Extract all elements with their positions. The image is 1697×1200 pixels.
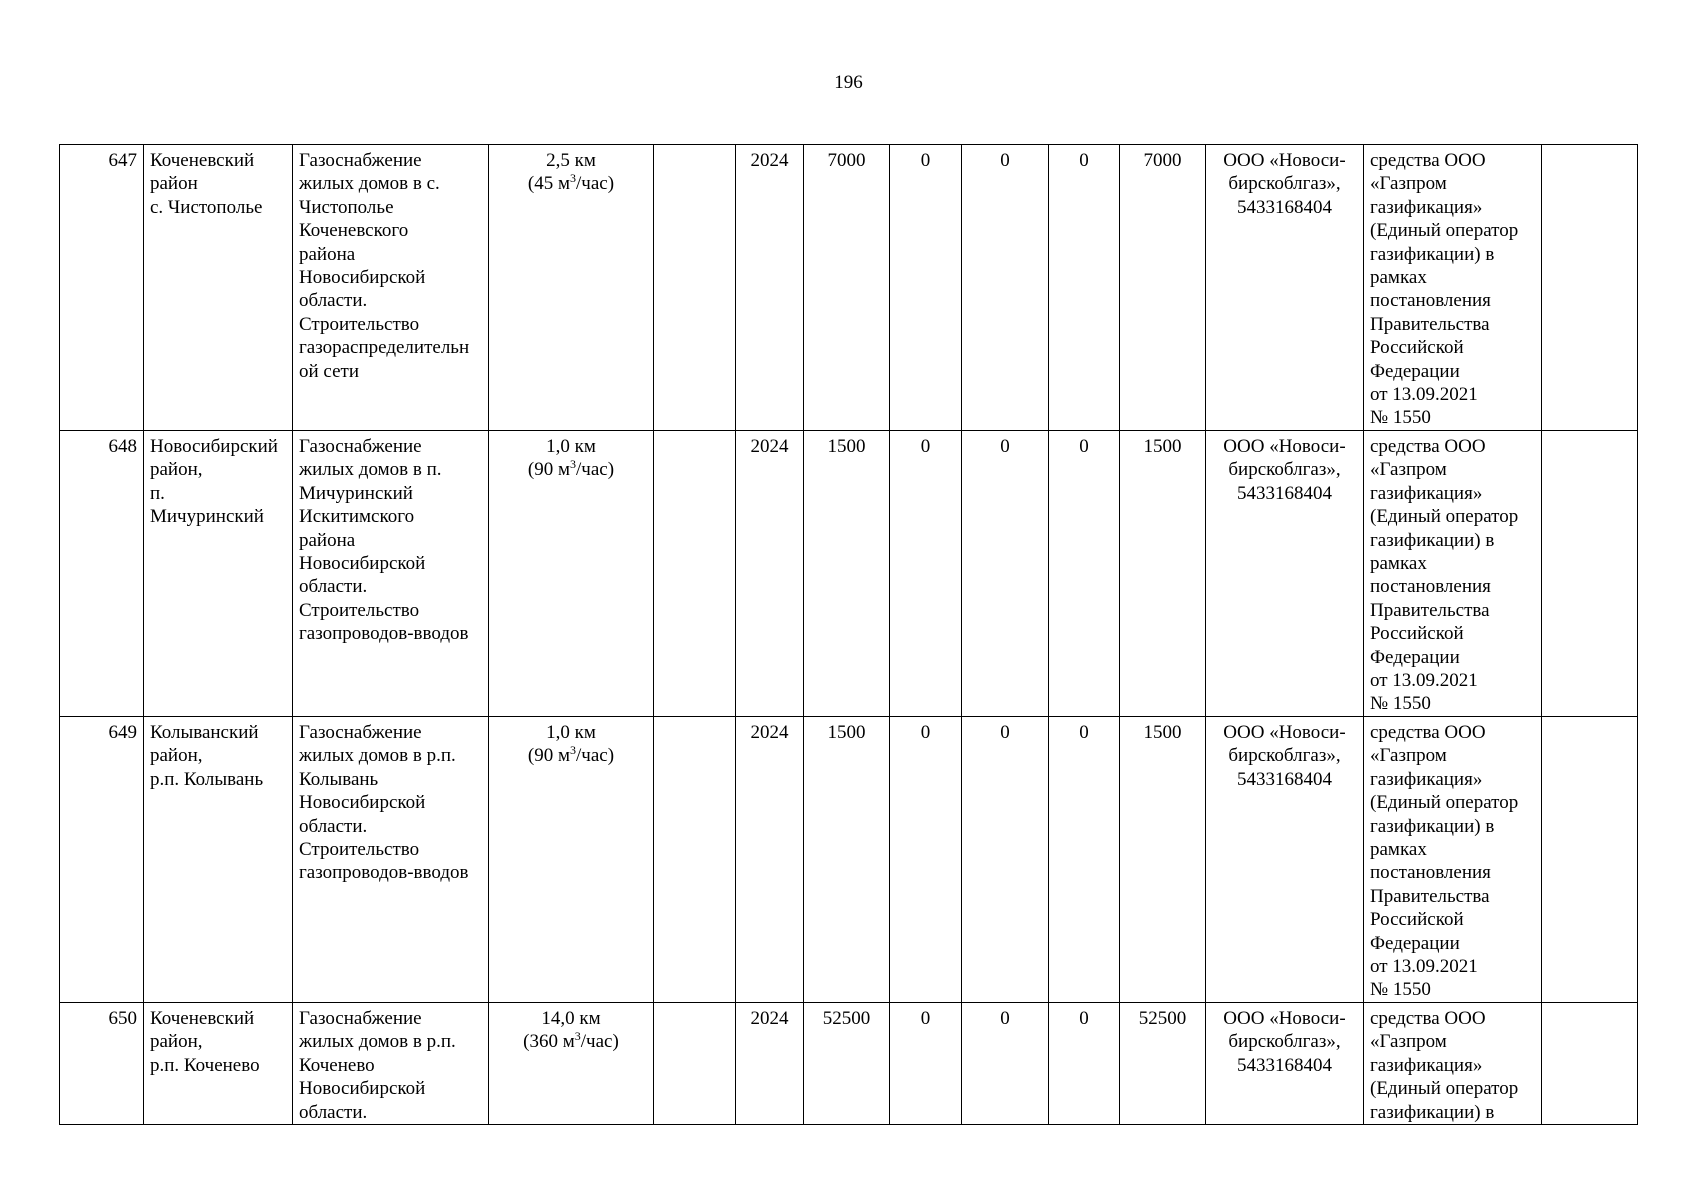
organization-cell-line: ООО «Новоси-: [1223, 1008, 1346, 1029]
organization-cell-line: бирскоблгаз»,: [1228, 1031, 1341, 1053]
amount-cell: 0: [1049, 431, 1120, 717]
funding-source-cell-line: рамках: [1370, 267, 1427, 289]
row-number-cell: 648: [60, 431, 144, 717]
organization-cell: [1206, 1003, 1364, 1125]
location-cell-line: Коченевский: [150, 1008, 255, 1029]
description-cell-line: газораспределительн: [299, 337, 470, 359]
note-cell: [1542, 145, 1638, 431]
funding-source-cell-line: газификации) в: [1370, 243, 1495, 265]
length-capacity-cell: [489, 145, 654, 431]
funding-source-cell-line: газификация»: [1370, 196, 1483, 218]
year-cell: 2024: [736, 145, 804, 431]
table-body: [60, 145, 1638, 1125]
location-cell-line: п.: [150, 482, 165, 504]
length-value: 1,0 км: [546, 722, 596, 743]
funding-source-cell-line: (Единый оператор: [1370, 220, 1519, 242]
description-cell-line: Строительство: [299, 313, 420, 335]
location-cell-line: р.п. Колывань: [150, 768, 264, 790]
capacity-prefix: (45 м: [527, 173, 571, 195]
year-cell: 2024: [736, 431, 804, 717]
row-number-cell: 649: [60, 717, 144, 1003]
description-cell-line: ой сети: [299, 360, 359, 382]
funding-source-cell-line: от 13.09.2021: [1370, 956, 1478, 978]
organization-cell-line: бирскоблгаз»,: [1228, 459, 1341, 481]
description-cell-line: района: [299, 243, 356, 265]
amount-cell: 7000: [1120, 145, 1206, 431]
location-cell: [144, 1003, 293, 1125]
funding-source-cell-line: Федерации: [1370, 646, 1460, 668]
description-cell-line: жилых домов в с.: [299, 173, 440, 195]
amount-cell: 0: [1049, 145, 1120, 431]
location-cell-line: р.п. Коченево: [150, 1054, 260, 1076]
description-cell-line: Новосибирской: [299, 1078, 426, 1100]
location-cell-line: Новосибирский: [150, 436, 278, 457]
capacity-value: [495, 458, 647, 481]
description-cell: [293, 431, 489, 717]
organization-cell-line: ООО «Новоси-: [1223, 436, 1346, 457]
location-cell: [144, 717, 293, 1003]
description-cell-line: Строительство: [299, 599, 420, 621]
description-cell-line: жилых домов в р.п.: [299, 745, 456, 767]
description-cell-line: области.: [299, 815, 368, 837]
table-row: [60, 1003, 1638, 1125]
funding-source-cell-line: газификации) в: [1370, 815, 1495, 837]
table-row: [60, 431, 1638, 717]
amount-cell: 0: [890, 431, 962, 717]
location-cell-line: Колыванский: [150, 722, 259, 743]
amount-cell: 0: [890, 717, 962, 1003]
year-cell: 2024: [736, 717, 804, 1003]
funding-source-cell-line: (Единый оператор: [1370, 1078, 1519, 1100]
length-value: 1,0 км: [546, 436, 596, 457]
funding-source-cell: [1364, 717, 1542, 1003]
capacity-prefix: (90 м: [527, 745, 571, 767]
row-number-cell: 647: [60, 145, 144, 431]
funding-source-cell-line: средства ООО: [1370, 722, 1486, 743]
organization-cell-line: ООО «Новоси-: [1223, 722, 1346, 743]
funding-source-cell-line: постановления: [1370, 862, 1491, 884]
organization-cell-line: бирскоблгаз»,: [1228, 173, 1341, 195]
document-table: [59, 144, 1638, 1125]
funding-source-cell-line: постановления: [1370, 576, 1491, 598]
description-cell-line: Чистополье: [299, 196, 394, 218]
capacity-prefix: (360 м: [523, 1031, 575, 1053]
location-cell: [144, 431, 293, 717]
description-cell-line: области.: [299, 1101, 368, 1123]
empty-cell: [654, 145, 736, 431]
funding-source-cell: [1364, 145, 1542, 431]
organization-cell: [1206, 717, 1364, 1003]
table-row: [60, 717, 1638, 1003]
funding-source-cell-line: Российской: [1370, 623, 1464, 645]
funding-source-cell-line: «Газпром: [1370, 459, 1447, 481]
location-cell-line: Мичуринский: [150, 506, 264, 528]
description-cell-line: газопроводов-вводов: [299, 623, 469, 645]
description-cell-line: Новосибирской: [299, 553, 426, 575]
description-cell: [293, 717, 489, 1003]
amount-cell: 0: [1049, 717, 1120, 1003]
total-amount-cell: 1500: [804, 717, 890, 1003]
funding-source-cell-line: газификации) в: [1370, 1101, 1495, 1123]
capacity-prefix: (90 м: [527, 459, 571, 481]
description-cell-line: Коченево: [299, 1054, 375, 1076]
amount-cell: 52500: [1120, 1003, 1206, 1125]
funding-source-cell-line: Правительства: [1370, 313, 1490, 335]
description-cell-line: области.: [299, 290, 368, 312]
capacity-suffix: /час): [576, 459, 615, 481]
organization-cell: [1206, 431, 1364, 717]
organization-cell-line: 5433168404: [1237, 482, 1332, 504]
description-cell-line: жилых домов в п.: [299, 459, 442, 481]
funding-source-cell-line: (Единый оператор: [1370, 792, 1519, 814]
empty-cell: [654, 1003, 736, 1125]
note-cell: [1542, 717, 1638, 1003]
description-cell: [293, 1003, 489, 1125]
amount-cell: 1500: [1120, 431, 1206, 717]
capacity-suffix: /час): [576, 173, 615, 195]
length-capacity-cell: [489, 431, 654, 717]
description-cell-line: района: [299, 529, 356, 551]
capacity-superscript: 3: [570, 743, 577, 758]
funding-source-cell-line: № 1550: [1370, 407, 1431, 429]
funding-source-cell-line: средства ООО: [1370, 150, 1486, 171]
page-number: 196: [834, 72, 863, 93]
organization-cell-line: 5433168404: [1237, 768, 1332, 790]
empty-cell: [654, 431, 736, 717]
funding-source-cell-line: Федерации: [1370, 932, 1460, 954]
capacity-value: [495, 744, 647, 767]
note-cell: [1542, 431, 1638, 717]
location-cell-line: район,: [150, 1031, 203, 1053]
organization-cell-line: ООО «Новоси-: [1223, 150, 1346, 171]
capacity-superscript: 3: [570, 171, 577, 186]
funding-source-cell-line: «Газпром: [1370, 173, 1447, 195]
funding-source-cell-line: рамках: [1370, 553, 1427, 575]
amount-cell: 1500: [1120, 717, 1206, 1003]
capacity-superscript: 3: [574, 1029, 581, 1044]
description-cell-line: Коченевского: [299, 220, 409, 242]
table-row: [60, 145, 1638, 431]
amount-cell: 0: [962, 145, 1049, 431]
amount-cell: 0: [890, 1003, 962, 1125]
total-amount-cell: 52500: [804, 1003, 890, 1125]
description-cell-line: Новосибирской: [299, 792, 426, 814]
description-cell-line: Новосибирской: [299, 267, 426, 289]
funding-source-cell-line: «Газпром: [1370, 745, 1447, 767]
funding-source-cell-line: Российской: [1370, 337, 1464, 359]
description-cell-line: газопроводов-вводов: [299, 862, 469, 884]
description-cell-line: Колывань: [299, 768, 379, 790]
funding-source-cell-line: газификации) в: [1370, 529, 1495, 551]
year-cell: 2024: [736, 1003, 804, 1125]
funding-source-cell-line: газификация»: [1370, 768, 1483, 790]
description-cell-line: Газоснабжение: [299, 722, 422, 743]
funding-source-cell-line: средства ООО: [1370, 436, 1486, 457]
funding-source-cell-line: рамках: [1370, 839, 1427, 861]
empty-cell: [654, 717, 736, 1003]
location-cell-line: район: [150, 173, 198, 195]
amount-cell: 0: [890, 145, 962, 431]
description-cell-line: Искитимского: [299, 506, 415, 528]
total-amount-cell: 1500: [804, 431, 890, 717]
description-cell-line: Газоснабжение: [299, 150, 422, 171]
funding-source-cell-line: средства ООО: [1370, 1008, 1486, 1029]
funding-source-cell-line: от 13.09.2021: [1370, 384, 1478, 406]
organization-cell: [1206, 145, 1364, 431]
amount-cell: 0: [962, 431, 1049, 717]
funding-source-cell-line: «Газпром: [1370, 1031, 1447, 1053]
capacity-suffix: /час): [580, 1031, 619, 1053]
funding-source-cell-line: Правительства: [1370, 885, 1490, 907]
location-cell-line: Коченевский: [150, 150, 255, 171]
location-cell-line: с. Чистополье: [150, 196, 263, 218]
organization-cell-line: 5433168404: [1237, 1054, 1332, 1076]
capacity-value: [495, 1030, 647, 1053]
funding-source-cell-line: № 1550: [1370, 693, 1431, 715]
description-cell-line: Газоснабжение: [299, 1008, 422, 1029]
funding-source-cell: [1364, 1003, 1542, 1125]
funding-source-cell-line: Федерации: [1370, 360, 1460, 382]
amount-cell: 0: [1049, 1003, 1120, 1125]
location-cell-line: район,: [150, 745, 203, 767]
location-cell: [144, 145, 293, 431]
funding-source-cell-line: (Единый оператор: [1370, 506, 1519, 528]
funding-source-cell-line: газификация»: [1370, 1054, 1483, 1076]
total-amount-cell: 7000: [804, 145, 890, 431]
length-value: 2,5 км: [546, 150, 596, 171]
organization-cell-line: бирскоблгаз»,: [1228, 745, 1341, 767]
amount-cell: 0: [962, 1003, 1049, 1125]
funding-source-cell-line: газификация»: [1370, 482, 1483, 504]
description-cell-line: Мичуринский: [299, 482, 413, 504]
funding-source-cell: [1364, 431, 1542, 717]
length-capacity-cell: [489, 717, 654, 1003]
length-capacity-cell: [489, 1003, 654, 1125]
funding-source-cell-line: Правительства: [1370, 599, 1490, 621]
capacity-value: [495, 172, 647, 195]
description-cell-line: Газоснабжение: [299, 436, 422, 457]
row-number-cell: 650: [60, 1003, 144, 1125]
capacity-suffix: /час): [576, 745, 615, 767]
description-cell: [293, 145, 489, 431]
description-cell-line: области.: [299, 576, 368, 598]
funding-source-cell-line: № 1550: [1370, 979, 1431, 1001]
length-value: 14,0 км: [541, 1008, 601, 1029]
funding-source-cell-line: от 13.09.2021: [1370, 670, 1478, 692]
description-cell-line: жилых домов в р.п.: [299, 1031, 456, 1053]
location-cell-line: район,: [150, 459, 203, 481]
description-cell-line: Строительство: [299, 839, 420, 861]
capacity-superscript: 3: [570, 457, 577, 472]
amount-cell: 0: [962, 717, 1049, 1003]
funding-source-cell-line: Российской: [1370, 909, 1464, 931]
funding-source-cell-line: постановления: [1370, 290, 1491, 312]
organization-cell-line: 5433168404: [1237, 196, 1332, 218]
note-cell: [1542, 1003, 1638, 1125]
